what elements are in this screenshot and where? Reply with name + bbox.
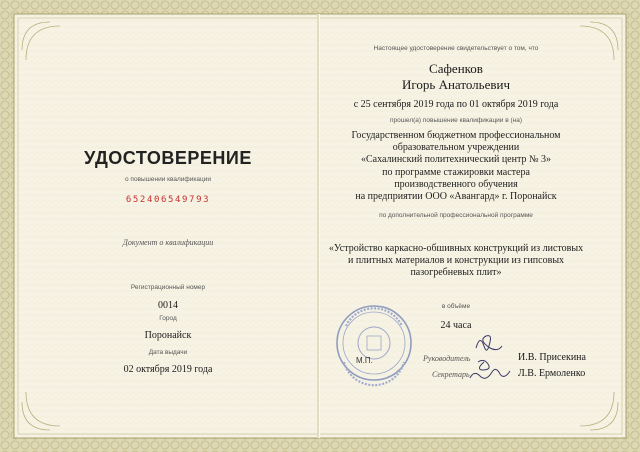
stamp-place-label: М.П. [356,356,373,365]
training-period: с 25 сентября 2019 года по 01 октября 2019 года [353,99,559,110]
head-name: И.В. Присекина [518,352,586,363]
document-type: Документ о квалификации [122,238,214,247]
institution-line: «Сахалинский политехнический центр № 3» [360,154,552,166]
certificate-subtitle: о повышении квалификации [125,176,211,183]
program-title-line: «Устройство каркасно-обшивных конструкций из листовых [328,243,584,254]
certificate-title: УДОСТОВЕРЕНИЕ [84,148,252,168]
institution-line: Государственном бюджетном профессиональном [351,130,561,141]
passed-training-label: прошел(а) повышение квалификации в (на) [389,117,523,124]
city-value: Поронайск [144,330,192,341]
institution-line: по программе стажировки мастера [382,166,530,178]
registration-number: 0014 [158,300,178,311]
volume-value: 24 часа [440,320,472,331]
program-title-block [329,243,583,280]
certificate-header-text: Настоящее удостоверение свидетельствует о том, что [373,45,539,52]
institution-block [352,130,561,203]
program-title-line: пазогребневых плит» [410,267,502,279]
issue-date: 02 октября 2019 года [123,364,213,375]
holder-surname: Сафенков [429,61,483,76]
institution-line: производственного обучения [394,178,518,190]
holder-given-names: Игорь Анатольевич [401,77,511,92]
serial-number: 652406549793 [125,195,211,205]
secretary-name: Л.В. Ермоленко [518,368,586,379]
head-label: Руководитель [423,354,471,363]
registration-number-label: Регистрационный номер [130,284,206,291]
volume-label: в объёме [441,303,471,310]
program-title-line: и плитных материалов и конструкции из гипсовых [347,255,565,267]
city-label: Город [159,315,177,322]
institution-line: на предприятии ООО «Авангард» г. Поронайск [355,190,557,202]
secretary-label: Секретарь [432,370,470,379]
program-label: по дополнительной профессиональной программе [379,212,533,219]
institution-line: образовательном учреждении [392,142,520,154]
issue-date-label: Дата выдачи [148,349,188,356]
